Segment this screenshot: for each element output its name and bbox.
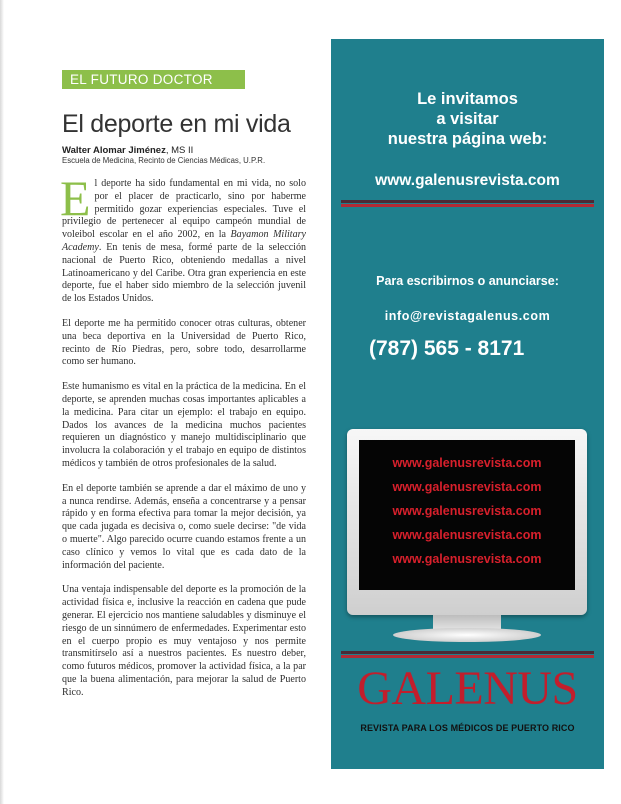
ad-divider-red-lower <box>341 655 594 658</box>
galenus-logo-subtitle: REVISTA PARA LOS MÉDICOS DE PUERTO RICO <box>360 723 575 733</box>
screen-url-line: www.galenusrevista.com <box>392 504 542 518</box>
author-line <box>62 145 193 156</box>
ad-invite-line-1: Le invitamos <box>417 90 518 108</box>
ad-invite-line-2: a visitar <box>436 110 499 128</box>
ad-website-link[interactable]: www.galenusrevista.com <box>375 172 560 189</box>
article-paragraph-3: Este humanismo es vital en la práctica de la medicina. En el deporte, se aprenden muchas cosas importantes aplicables a la medicina. Para citar un ejemplo: el trabajo en equipo. Dados los avances de la medicina muchos pacientes requieren un diagnóstico y manejo multidisciplinario que involucra la colaboración y el trabajo en equipo de distintos médicos y también de otros profesionales de la salud. <box>62 381 306 469</box>
ad-invitation <box>331 89 604 149</box>
monitor-stand-base <box>393 628 541 642</box>
ad-invite-line-3: nuestra página web: <box>387 130 548 148</box>
ad-divider-dark-lower <box>341 651 594 654</box>
article-paragraph-1 <box>60 170 306 306</box>
ad-divider-dark <box>341 200 594 203</box>
ad-contact-label: Para escribirnos o anunciarse: <box>376 274 559 288</box>
article-title: El deporte en mi vida <box>62 110 291 138</box>
article-paragraph-2: El deporte me ha permitido conocer otras culturas, obtener una beca deportiva en la Universidad de Puerto Rico, recinto de Río Piedras, pero, sobre todo, desarrollarme como ser humano. <box>62 317 306 368</box>
p1-text-a: l deporte ha sido fundamental en mi vida, no solo por el placer de practicarlo, sino por haberme permitido gozar experiencias especiales. Tuve el privilegio de pertenecer al equipo campeón mundial de voleibol escolar en el año 2002, en la <box>62 178 306 241</box>
article-paragraph-5: Una ventaja indispensable del deporte es la promoción de la actividad física e, inclusive la reacción en cadena que pude generar. El ejercicio nos mantiene saludables y disminuye el riesgo de un sinnúmero de enfermedades. Experimentar esto en el cuerpo propio es muy ventajoso y nos permite transmitírselo así a nuestros pacientes. Es nuestro deber, como futuros médicos, promover la actividad física, a la par que la buena alimentación, para mejorar la salud de Puerto Rico. <box>62 584 306 698</box>
ad-email-link[interactable]: info@revistagalenus.com <box>384 309 551 323</box>
p1-text-b: . En tenis de mesa, formé parte de la selección nacional de Puerto Rico, obteniendo medallas a nivel Latinoamericano y del Caribe. Otra gran experiencia en este deporte, fue el haber sido miembro de la selección juvenil de los Estados Unidos. <box>62 241 306 305</box>
monitor-screen <box>359 440 575 590</box>
p1-school-name: Bayamon Military Academy <box>62 229 306 253</box>
page-spine-shadow <box>0 0 4 804</box>
author-name: Walter Alomar Jiménez <box>62 145 166 156</box>
article-body <box>60 170 306 711</box>
screen-url-line: www.galenusrevista.com <box>392 480 542 494</box>
author-affiliation: Escuela de Medicina, Recinto de Ciencias Médicas, U.P.R. <box>62 156 266 165</box>
author-degree: , MS II <box>165 145 194 156</box>
drop-cap: E <box>60 170 91 226</box>
screen-url-line: www.galenusrevista.com <box>392 528 542 542</box>
galenus-logo: GALENUS <box>357 662 578 715</box>
screen-url-line: www.galenusrevista.com <box>392 552 542 566</box>
monitor-illustration <box>347 429 587 615</box>
ad-phone-number: (787) 565 - 8171 <box>369 337 525 360</box>
ad-divider-red <box>341 204 594 207</box>
article-paragraph-4: En el deporte también se aprende a dar el máximo de uno y a nunca rendirse. Además, enseña a concentrarse y a pensar rápido y en forma efectiva para tomar la mejor decisión, ya que cada jugada es decisiva o, como suele decirse: "de vida o muerte". Algo parecido ocurre cuando estamos frente a un caso clínico y vemos lo vital que es cada dato de la información del paciente. <box>62 482 306 571</box>
section-tag: EL FUTURO DOCTOR <box>62 70 245 89</box>
screen-url-line: www.galenusrevista.com <box>392 456 542 470</box>
galenus-advertisement <box>331 39 604 769</box>
